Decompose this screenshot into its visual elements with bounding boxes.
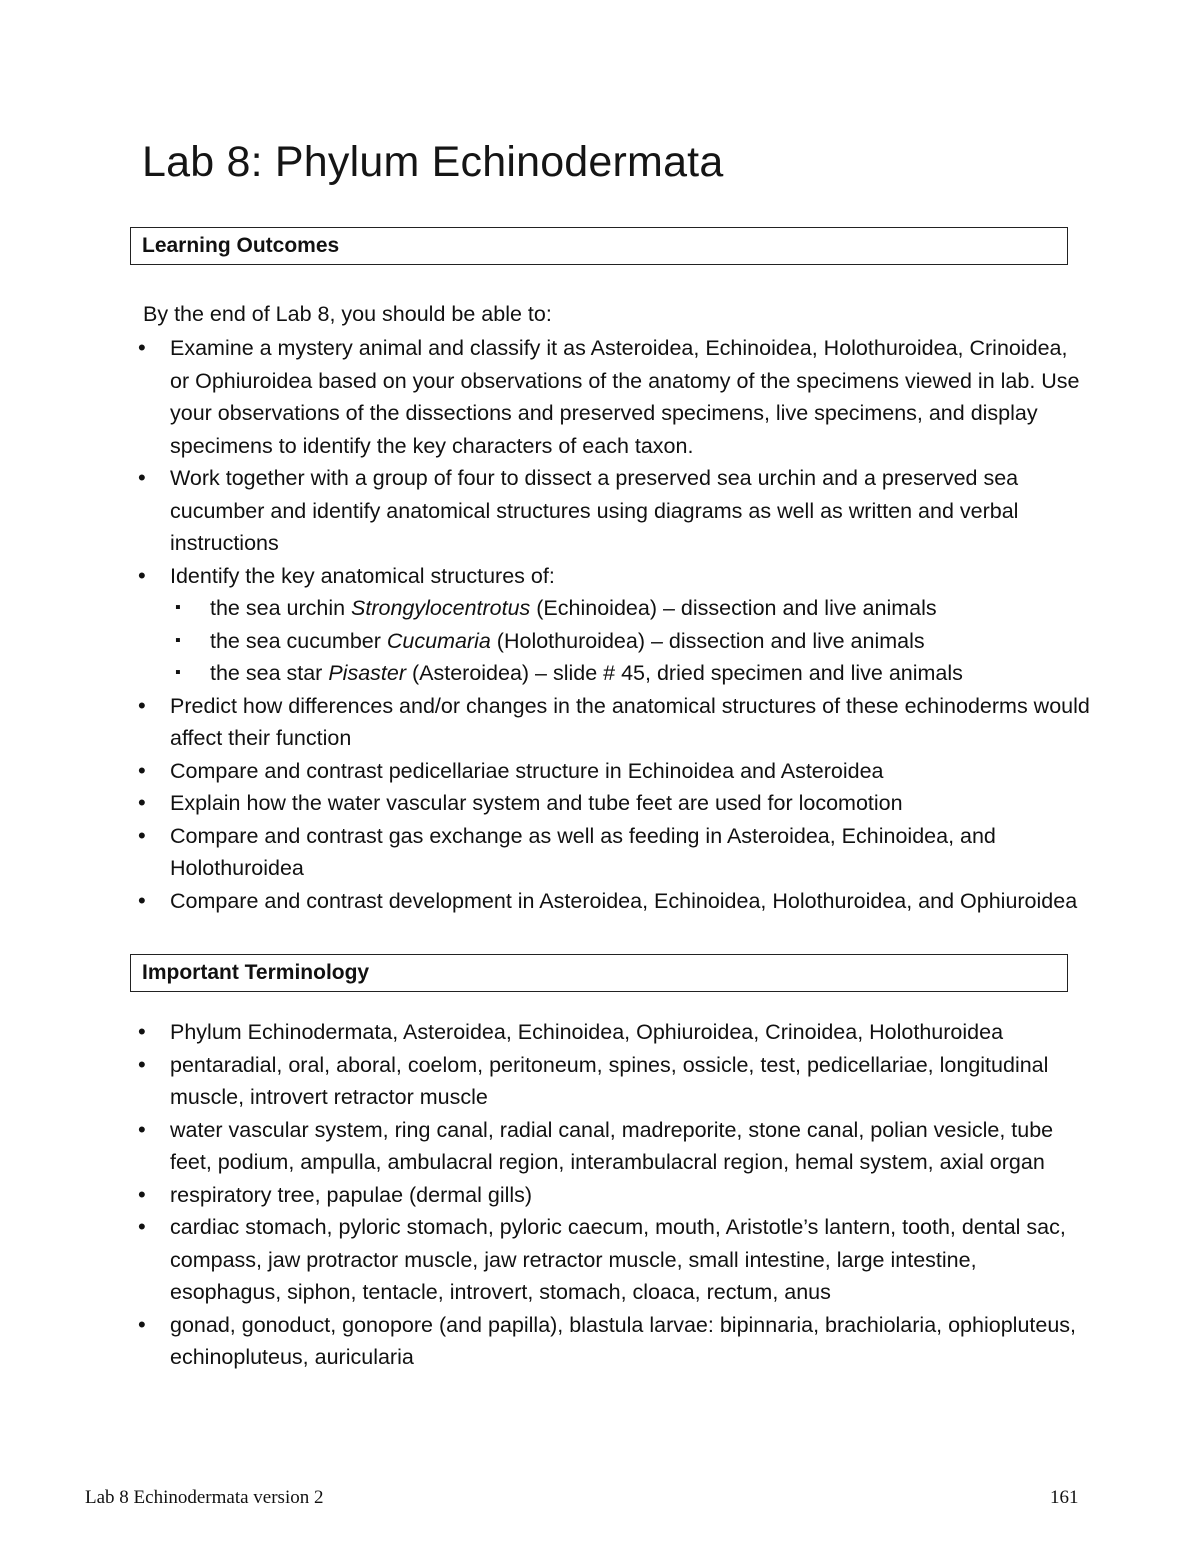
learning-outcomes-heading: Learning Outcomes <box>142 234 340 257</box>
learning-outcomes-header <box>130 227 1068 265</box>
footer-page-number: 161 <box>1050 1487 1079 1508</box>
list-item: • gonad, gonoduct, gonopore (and papilla), blastula larvae: bipinnaria, brachiolaria, ophiopluteus, echinopluteus, auricularia <box>0 1309 1090 1374</box>
list-item: • Compare and contrast development in Asteroidea, Echinoidea, Holothuroidea, and Ophiuroidea <box>0 885 1090 918</box>
list-item: • Phylum Echinodermata, Asteroidea, Echinoidea, Ophiuroidea, Crinoidea, Holothuroidea <box>0 1016 1090 1049</box>
sub-item-text: (Echinoidea) – dissection and live animals <box>530 596 937 620</box>
footer-document-label: Lab 8 Echinodermata version 2 <box>85 1487 324 1508</box>
sub-item-text: the sea urchin <box>210 596 352 620</box>
list-item: • Compare and contrast pedicellariae structure in Echinoidea and Asteroidea <box>0 755 1090 788</box>
list-item: • Work together with a group of four to dissect a preserved sea urchin and a preserved sea cucumber and identify anatomical structures using diagrams as well as written and verbal instructions <box>0 462 1090 560</box>
genus-name: Cucumaria <box>386 628 491 653</box>
sub-list-item <box>170 657 1090 690</box>
list-item: • Examine a mystery animal and classify it as Asteroidea, Echinoidea, Holothuroidea, Crinoidea, or Ophiuroidea based on your observations of the anatomy of the specimens viewed in lab. Use your observations of the dissections and preserved specimens, live specimens, and display specimens to identify the key characters of each taxon. <box>0 332 1090 462</box>
learning-outcomes-list <box>0 332 1200 917</box>
list-item-text: Identify the key anatomical structures of: <box>170 563 555 588</box>
sub-item-text: (Holothuroidea) – dissection and live animals <box>490 628 925 653</box>
list-item <box>0 560 1090 690</box>
sub-list-item <box>170 625 1090 658</box>
genus-name: Pisaster <box>328 661 406 685</box>
terminology-header <box>130 954 1068 992</box>
genus-name: Strongylocentrotus <box>351 596 531 620</box>
list-item: • Compare and contrast gas exchange as well as feeding in Asteroidea, Echinoidea, and Holothuroidea <box>0 820 1090 885</box>
sub-item-text: (Asteroidea) – slide # 45, dried specimen and live animals <box>406 661 963 685</box>
list-item: • pentaradial, oral, aboral, coelom, peritoneum, spines, ossicle, test, pedicellariae, longitudinal muscle, introvert retractor muscle <box>0 1049 1090 1114</box>
list-item: • water vascular system, ring canal, radial canal, madreporite, stone canal, polian vesicle, tube feet, podium, ampulla, ambulacral region, interambulacral region, hemal system, axial organ <box>0 1114 1090 1179</box>
list-item: • Predict how differences and/or changes in the anatomical structures of these echinoderms would affect their function <box>0 690 1090 755</box>
terminology-list <box>0 1016 1200 1374</box>
list-item: • respiratory tree, papulae (dermal gills) <box>0 1179 1090 1212</box>
sub-item-text: the sea star <box>210 661 329 685</box>
sub-item-text: the sea cucumber <box>210 628 387 653</box>
learning-outcomes-intro: By the end of Lab 8, you should be able to: <box>143 302 552 326</box>
anatomy-sublist <box>170 592 1090 690</box>
page-title: Lab 8: Phylum Echinodermata <box>142 138 724 186</box>
list-item: • cardiac stomach, pyloric stomach, pyloric caecum, mouth, Aristotle’s lantern, tooth, dental sac, compass, jaw protractor muscle, jaw retractor muscle, small intestine, large intestine, esophagus, siphon, tentacle, introvert, stomach, cloaca, rectum, anus <box>0 1211 1090 1309</box>
terminology-heading: Important Terminology <box>142 961 370 984</box>
sub-list-item <box>170 592 1090 625</box>
list-item: • Explain how the water vascular system and tube feet are used for locomotion <box>0 787 1090 820</box>
